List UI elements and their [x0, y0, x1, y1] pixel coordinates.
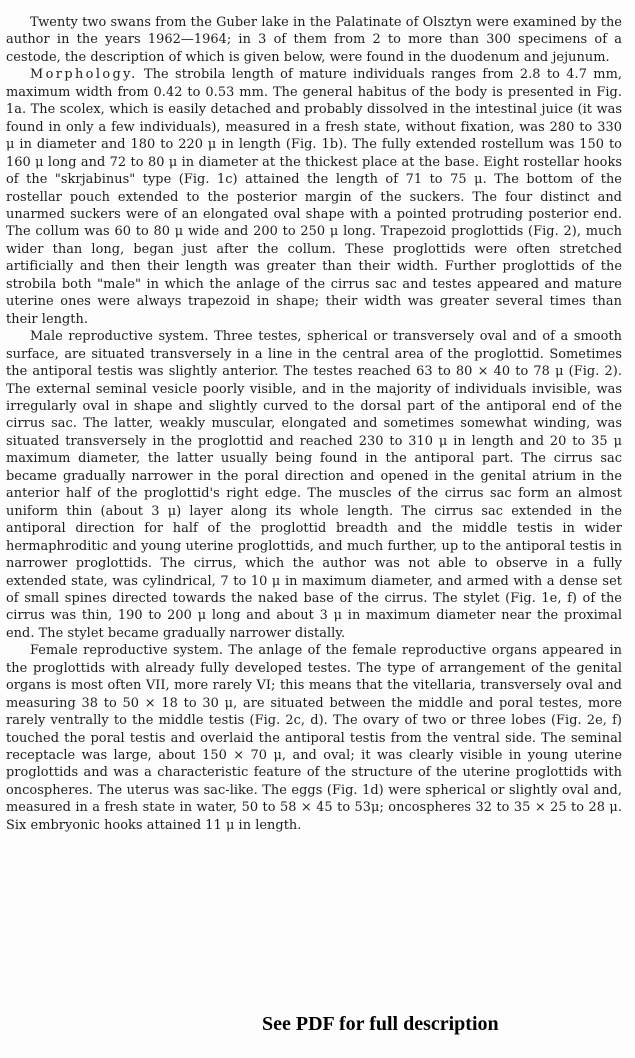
- paragraph-male-reproductive-system: [6, 328, 622, 642]
- article-body: [6, 14, 622, 834]
- section-heading-morphology: Morphology.: [30, 67, 138, 83]
- paragraph-text: The strobila length of mature individuals ranges from 2.8 to 4.7 mm, maximum width from 0.42 to 0.53 mm. The general habitus of the body is presented in Fig. 1a. The scolex, which is easily detached and probably dissolved in the intestinal juice (it was found in only a few individuals), measured in a fresh state, without fixation, was 280 to 330 μ in diameter and 180 to 220 μ in length (Fig. 1b). The fully extended rostellum was 150 to 160 μ long and 72 to 80 μ in diameter at the thickest place at the base. Eight rostellar hooks of the "skrjabinus" type (Fig. 1c) attained the length of 71 to 75 μ. The bottom of the rostellar pouch extended to the posterior margin of the suckers. The four distinct and unarmed suckers were of an elongated oval shape with a pointed protruding posterior end. The collum was 60 to 80 μ wide and 200 to 250 μ long. Trapezoid proglottids (Fig. 2), much wider than long, began just after the collum. These proglottids were often stretched artificially and then their length was greater than their width. Further proglottids of the strobila both "male" in which the anlage of the cirrus sac and testes appeared and mature uterine ones were always trapezoid in shape; their width was greater several times than their length.: [6, 67, 622, 327]
- paragraph-female-reproductive-system: [6, 642, 622, 834]
- see-pdf-link[interactable]: See PDF for full description: [262, 1013, 499, 1035]
- paragraph-text: Male reproductive system. Three testes, spherical or transversely oval and of a smooth surface, are situated transversely in a line in the central area of the proglottid. Sometimes the antiporal testis was slightly anterior. The testes reached 63 to 80 × 40 to 78 μ (Fig. 2). The external seminal vesicle poorly visible, and in the majority of individuals invisible, was irregularly oval in shape and slightly curved to the dorsal part of the antiporal end of the cirrus sac. The latter, weakly muscular, elongated and sometimes somewhat winding, was situated transversely in the proglottid and reached 230 to 310 μ in length and 20 to 35 μ maximum diameter, the latter usually being found in the antiporal part. The cirrus sac became gradually narrower in the poral direction and opened in the genital atrium in the anterior half of the proglottid's right edge. The muscles of the cirrus sac form an almost uniform thin (about 3 μ) layer along its whole length. The cirrus sac extended in the antiporal direction for half of the proglottid breadth and the middle testis in wider hermaphroditic and young uterine proglottids, and much further, up to the antiporal testis in narrower proglottids. The cirrus, which the author was not able to observe in a fully extended state, was cylindrical, 7 to 10 μ in maximum diameter, and armed with a dense set of small spines directed towards the naked base of the cirrus. The stylet (Fig. 1e, f) of the cirrus was thin, 190 to 200 μ long and about 3 μ in maximum diameter near the proximal end. The stylet became gradually narrower distally.: [6, 329, 622, 641]
- paragraph-introduction: [6, 14, 622, 66]
- paragraph-text: Twenty two swans from the Guber lake in the Palatinate of Olsztyn were examined by the author in the years 1962—1964; in 3 of them from 2 to more than 300 specimens of a cestode, the description of which is given below, were found in the duodenum and jejunum.: [6, 15, 622, 65]
- paragraph-morphology: [6, 66, 622, 328]
- paragraph-text: Female reproductive system. The anlage of the female reproductive organs appeared in the proglottids with already fully developed testes. The type of arrangement of the genital organs is most often VII, more rarely VI; this means that the vitellaria, transversely oval and measuring 38 to 50 × 18 to 30 μ, are situated between the middle and poral testes, more rarely ventrally to the middle testis (Fig. 2c, d). The ovary of two or three lobes (Fig. 2e, f) touched the poral testis and overlaid the antiporal testis from the ventral side. The seminal receptacle was large, about 150 × 70 μ, and oval; it was clearly visible in young uterine proglottids and was a characteristic feature of the structure of the uterine proglottids with oncospheres. The uterus was sac-like. The eggs (Fig. 1d) were spherical or slightly oval and, measured in a fresh state in water, 50 to 58 × 45 to 53μ; oncospheres 32 to 35 × 25 to 28 μ. Six embryonic hooks attained 11 μ in length.: [6, 643, 622, 833]
